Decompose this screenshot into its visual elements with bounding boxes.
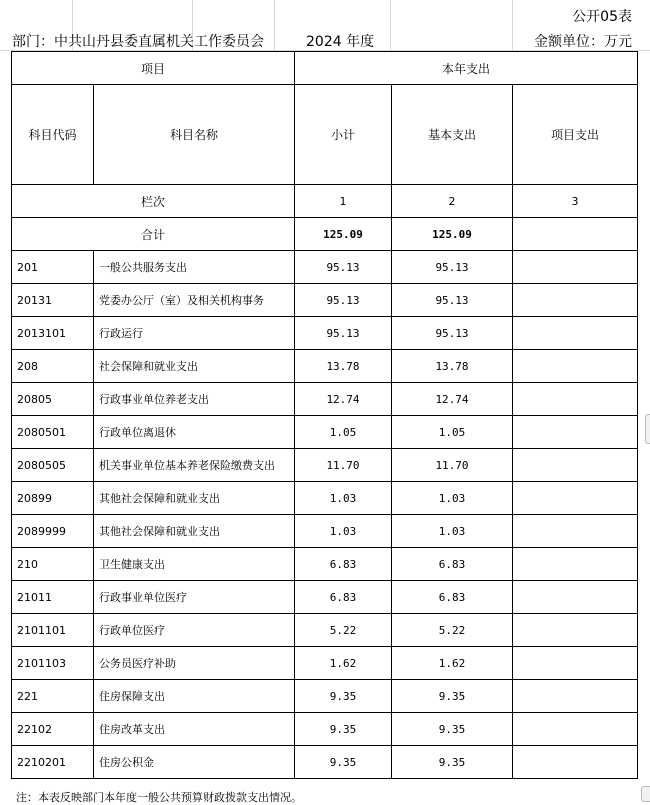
table-row bbox=[12, 581, 638, 614]
header-item: 项目 bbox=[12, 52, 295, 85]
row-name: 一般公共服务支出 bbox=[94, 251, 295, 284]
row-subtotal: 9.35 bbox=[295, 746, 392, 779]
unit-label: 金额单位：万元 bbox=[534, 34, 632, 50]
row-project bbox=[513, 515, 638, 548]
row-code: 2089999 bbox=[12, 515, 94, 548]
row-code: 2080501 bbox=[12, 416, 94, 449]
row-code: 208 bbox=[12, 350, 94, 383]
row-project bbox=[513, 614, 638, 647]
row-project bbox=[513, 284, 638, 317]
row-subtotal: 1.03 bbox=[295, 482, 392, 515]
expenditure-table bbox=[11, 51, 638, 779]
row-name: 住房保障支出 bbox=[94, 680, 295, 713]
table-row bbox=[12, 548, 638, 581]
row-basic: 9.35 bbox=[392, 713, 513, 746]
table-row bbox=[12, 416, 638, 449]
row-project bbox=[513, 548, 638, 581]
row-subtotal: 6.83 bbox=[295, 581, 392, 614]
table-row bbox=[12, 449, 638, 482]
row-code: 2210201 bbox=[12, 746, 94, 779]
row-code: 210 bbox=[12, 548, 94, 581]
row-project bbox=[513, 647, 638, 680]
table-row bbox=[12, 251, 638, 284]
row-project bbox=[513, 482, 638, 515]
table-row bbox=[12, 482, 638, 515]
header-basic: 基本支出 bbox=[392, 85, 513, 185]
row-name: 住房公积金 bbox=[94, 746, 295, 779]
row-basic: 1.62 bbox=[392, 647, 513, 680]
year-label: 2024 年度 bbox=[306, 34, 375, 50]
row-basic: 9.35 bbox=[392, 680, 513, 713]
header-row-1 bbox=[12, 52, 638, 85]
row-subtotal: 95.13 bbox=[295, 284, 392, 317]
row-name: 卫生健康支出 bbox=[94, 548, 295, 581]
col1-index: 1 bbox=[295, 185, 392, 218]
row-code: 22102 bbox=[12, 713, 94, 746]
row-basic: 11.70 bbox=[392, 449, 513, 482]
row-name: 行政事业单位养老支出 bbox=[94, 383, 295, 416]
table-row bbox=[12, 317, 638, 350]
report-header bbox=[0, 30, 650, 50]
row-subtotal: 95.13 bbox=[295, 251, 392, 284]
scroll-handle-bottom[interactable] bbox=[641, 786, 650, 802]
row-subtotal: 1.05 bbox=[295, 416, 392, 449]
row-name: 行政单位医疗 bbox=[94, 614, 295, 647]
row-subtotal: 1.03 bbox=[295, 515, 392, 548]
row-subtotal: 11.70 bbox=[295, 449, 392, 482]
row-code: 20805 bbox=[12, 383, 94, 416]
row-subtotal: 12.74 bbox=[295, 383, 392, 416]
row-code: 2080505 bbox=[12, 449, 94, 482]
total-label: 合计 bbox=[12, 218, 295, 251]
row-basic: 1.03 bbox=[392, 515, 513, 548]
row-code: 2101103 bbox=[12, 647, 94, 680]
row-code: 221 bbox=[12, 680, 94, 713]
row-name: 行政事业单位医疗 bbox=[94, 581, 295, 614]
total-row bbox=[12, 218, 638, 251]
row-project bbox=[513, 680, 638, 713]
row-name: 公务员医疗补助 bbox=[94, 647, 295, 680]
row-subtotal: 13.78 bbox=[295, 350, 392, 383]
row-basic: 1.05 bbox=[392, 416, 513, 449]
row-subtotal: 9.35 bbox=[295, 713, 392, 746]
table-row bbox=[12, 746, 638, 779]
row-subtotal: 1.62 bbox=[295, 647, 392, 680]
row-name: 行政运行 bbox=[94, 317, 295, 350]
row-project bbox=[513, 350, 638, 383]
total-basic: 125.09 bbox=[392, 218, 513, 251]
footnote: 注：本表反映部门本年度一般公共预算财政拨款支出情况。 bbox=[16, 791, 302, 804]
row-name: 其他社会保障和就业支出 bbox=[94, 515, 295, 548]
row-basic: 95.13 bbox=[392, 317, 513, 350]
row-project bbox=[513, 251, 638, 284]
row-code: 2101101 bbox=[12, 614, 94, 647]
row-project bbox=[513, 581, 638, 614]
header-current-year: 本年支出 bbox=[295, 52, 638, 85]
row-subtotal: 5.22 bbox=[295, 614, 392, 647]
column-index-row bbox=[12, 185, 638, 218]
row-basic: 9.35 bbox=[392, 746, 513, 779]
row-basic: 95.13 bbox=[392, 251, 513, 284]
row-subtotal: 9.35 bbox=[295, 680, 392, 713]
row-code: 20131 bbox=[12, 284, 94, 317]
total-project bbox=[513, 218, 638, 251]
row-name: 住房改革支出 bbox=[94, 713, 295, 746]
row-name: 行政单位离退休 bbox=[94, 416, 295, 449]
row-project bbox=[513, 317, 638, 350]
table-row bbox=[12, 284, 638, 317]
row-code: 201 bbox=[12, 251, 94, 284]
row-basic: 6.83 bbox=[392, 548, 513, 581]
row-basic: 12.74 bbox=[392, 383, 513, 416]
row-project bbox=[513, 383, 638, 416]
row-code: 21011 bbox=[12, 581, 94, 614]
table-row bbox=[12, 383, 638, 416]
row-basic: 1.03 bbox=[392, 482, 513, 515]
header-subtotal: 小计 bbox=[295, 85, 392, 185]
row-basic: 5.22 bbox=[392, 614, 513, 647]
total-subtotal: 125.09 bbox=[295, 218, 392, 251]
row-name: 机关事业单位基本养老保险缴费支出 bbox=[94, 449, 295, 482]
row-code: 2013101 bbox=[12, 317, 94, 350]
row-name: 党委办公厅（室）及相关机构事务 bbox=[94, 284, 295, 317]
col2-index: 2 bbox=[392, 185, 513, 218]
row-name: 社会保障和就业支出 bbox=[94, 350, 295, 383]
row-label-cell: 栏次 bbox=[12, 185, 295, 218]
header-code: 科目代码 bbox=[12, 85, 94, 185]
table-row bbox=[12, 614, 638, 647]
row-basic: 95.13 bbox=[392, 284, 513, 317]
row-basic: 13.78 bbox=[392, 350, 513, 383]
row-project bbox=[513, 449, 638, 482]
table-row bbox=[12, 647, 638, 680]
table-row bbox=[12, 515, 638, 548]
table-row bbox=[12, 680, 638, 713]
row-project bbox=[513, 746, 638, 779]
header-row-2 bbox=[12, 85, 638, 185]
row-code: 20899 bbox=[12, 482, 94, 515]
department-label: 部门：中共山丹县委直属机关工作委员会 bbox=[12, 34, 264, 50]
row-basic: 6.83 bbox=[392, 581, 513, 614]
row-subtotal: 95.13 bbox=[295, 317, 392, 350]
form-code: 公开05表 bbox=[572, 9, 632, 25]
table-row bbox=[12, 350, 638, 383]
header-project: 项目支出 bbox=[513, 85, 638, 185]
col3-index: 3 bbox=[513, 185, 638, 218]
row-project bbox=[513, 713, 638, 746]
row-project bbox=[513, 416, 638, 449]
row-subtotal: 6.83 bbox=[295, 548, 392, 581]
row-name: 其他社会保障和就业支出 bbox=[94, 482, 295, 515]
scroll-handle[interactable] bbox=[645, 414, 650, 444]
header-name: 科目名称 bbox=[94, 85, 295, 185]
table-row bbox=[12, 713, 638, 746]
